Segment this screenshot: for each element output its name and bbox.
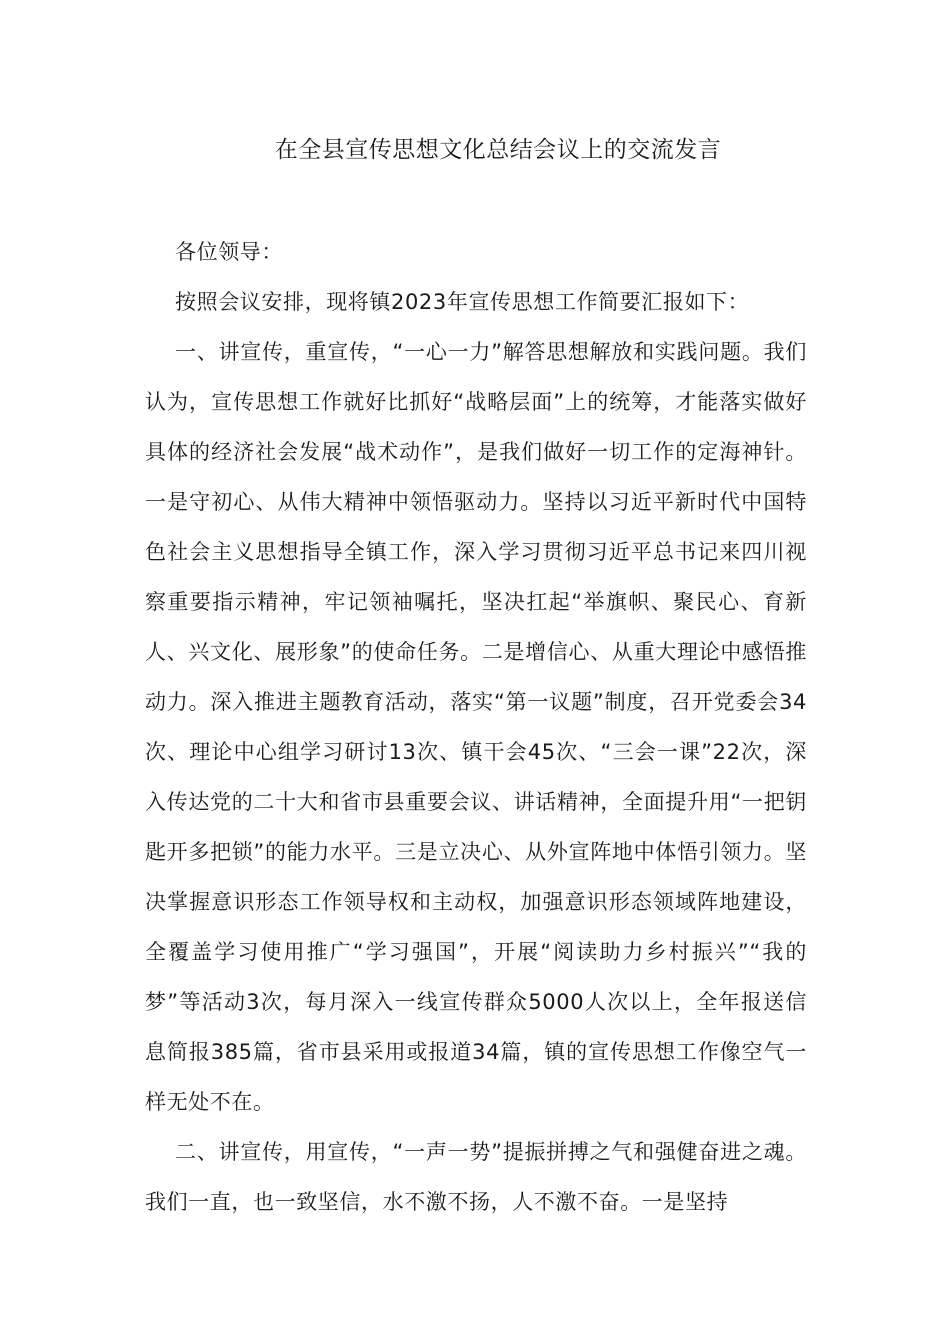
salutation: 各位领导：: [175, 240, 283, 264]
section-2-paragraph: 二、讲宣传，用宣传，“一声一势”提振拼搏之气和强健奋进之魂。我们一直，也一致坚信，水不激不扬，人不激不奋。一是坚持: [145, 1140, 807, 1214]
document-body: [145, 227, 807, 1227]
section-1-paragraph: 一、讲宣传，重宣传，“一心一力”解答思想解放和实践问题。我们认为，宣传思想工作就好比抓好“战略层面”上的统筹，才能落实做好具体的经济社会发展“战术动作”，是我们做好一切工作的定海神针。一是守初心、从伟大精神中领悟驱动力。坚持以习近平新时代中国特色社会主义思想指导全镇工作，深入学习贯彻习近平总书记来四川视察重要指示精神，牢记领袖嘱托，坚决扛起“举旗帜、聚民心、育新人、兴文化、展形象”的使命任务。二是增信心、从重大理论中感悟推动力。深入推进主题教育活动，落实“第一议题”制度，召开党委会34次、理论中心组学习研讨13次、镇干会45次、“三会一课”22次，深入传达党的二十大和省市县重要会议、讲话精神，全面提升用“一把钥匙开多把锁”的能力水平。三是立决心、从外宣阵地中体悟引领力。坚决掌握意识形态工作领导权和主动权，加强意识形态领域阵地建设，全覆盖学习使用推广“学习强国”，开展“阅读助力乡村振兴”“我的梦”等活动3次，每月深入一线宣传群众5000人次以上，全年报送信息简报385篇，省市县采用或报道34篇，镇的宣传思想工作像空气一样无处不在。: [145, 340, 807, 1114]
intro-paragraph: 按照会议安排，现将镇2023年宣传思想工作简要汇报如下：: [175, 290, 750, 314]
document-title: 在全县宣传思想文化总结会议上的交流发言: [274, 137, 722, 163]
